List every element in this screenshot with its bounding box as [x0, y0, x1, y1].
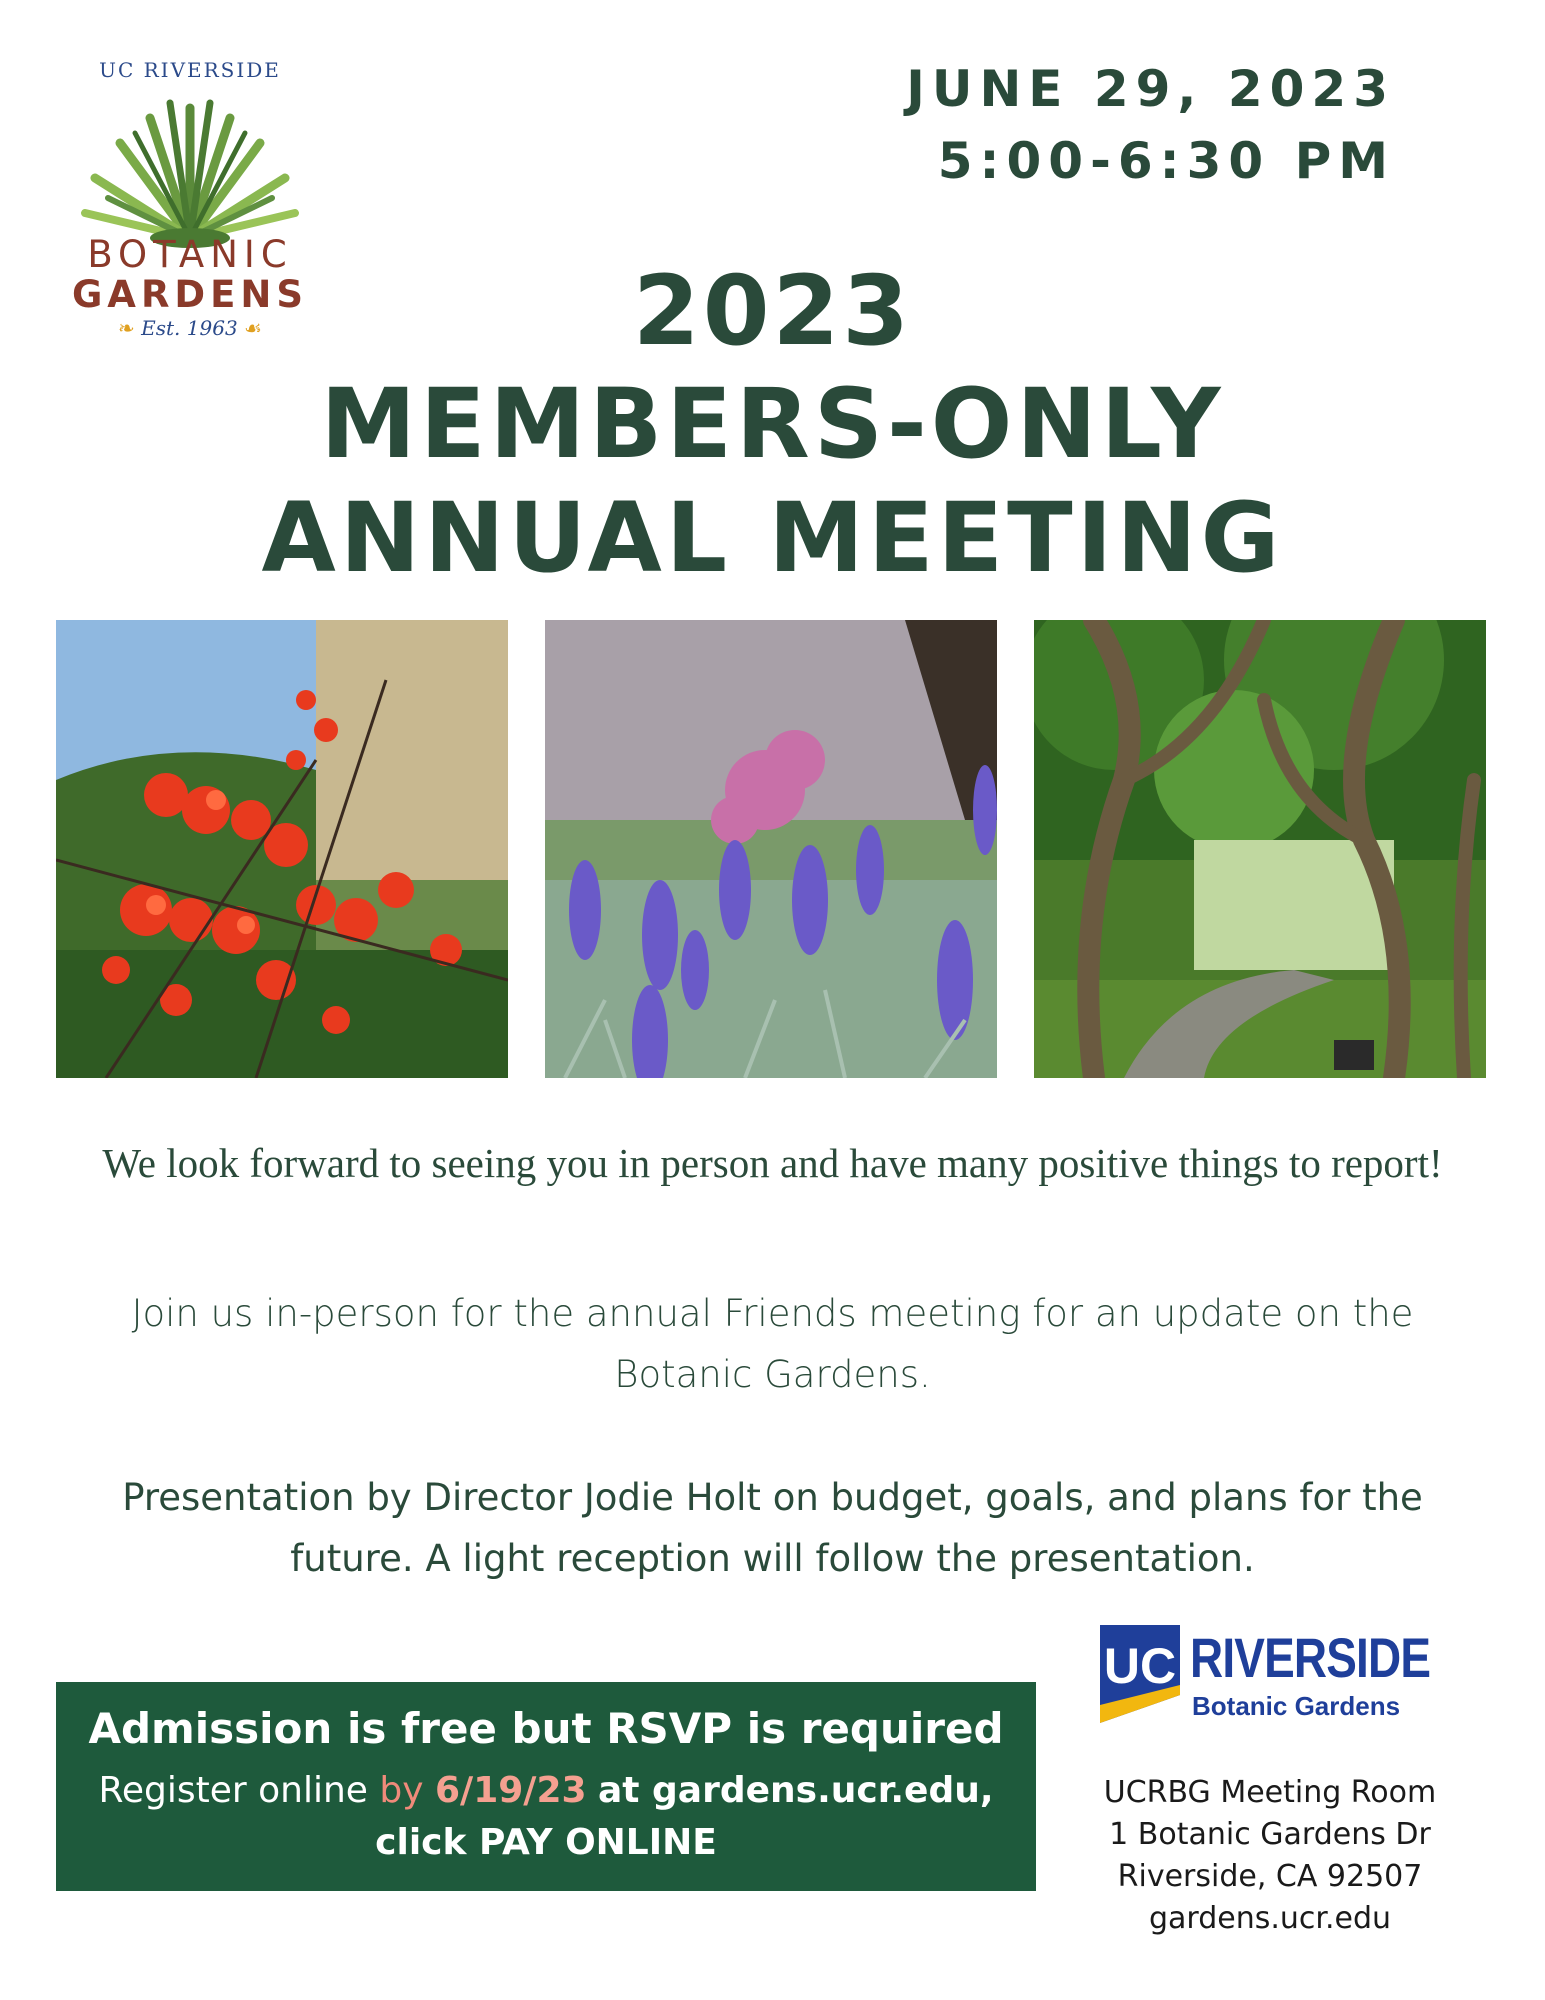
rsvp-register-line	[56, 1770, 1036, 1811]
garden-trees-path-photo	[1034, 620, 1486, 1078]
event-time: 5:00-6:30 PM	[937, 132, 1395, 190]
logo-gardens-text: GARDENS	[71, 273, 309, 316]
address-line-street: 1 Botanic Gardens Dr	[1109, 1817, 1431, 1852]
flourish-icon: ☙	[237, 316, 262, 340]
uc-shield-icon	[1100, 1625, 1180, 1723]
register-text: Register online	[98, 1770, 368, 1811]
rsvp-box	[56, 1682, 1036, 1891]
headline-members-only: MEMBERS-ONLY	[320, 368, 1225, 480]
address-line-room: UCRBG Meeting Room	[1103, 1775, 1437, 1810]
pay-online-instruction: click PAY ONLINE	[375, 1822, 717, 1863]
flourish-icon: ❧	[118, 316, 142, 340]
logo-uc-riverside-text: UC RIVERSIDE	[99, 58, 281, 82]
tagline-text: We look forward to seeing you in person and have many positive things to report!	[102, 1140, 1443, 1186]
event-date: JUNE 29, 2023	[906, 60, 1395, 118]
ucr-subtitle: Botanic Gardens	[1192, 1691, 1401, 1721]
rsvp-website-link[interactable]: at gardens.ucr.edu,	[598, 1770, 994, 1811]
purple-echium-spires-photo	[545, 620, 997, 1078]
uc-riverside-logo	[1100, 1625, 1431, 1735]
venue-address	[1060, 1772, 1480, 1940]
rsvp-heading: Admission is free but RSVP is required	[88, 1704, 1004, 1753]
by-text: by	[379, 1770, 424, 1811]
ucr-title: RIVERSIDE	[1190, 1626, 1431, 1689]
red-flowering-quince-photo	[56, 620, 508, 1078]
presentation-paragraph: Presentation by Director Jodie Holt on budget, goals, and plans for the future. A light reception will follow the presentation.	[122, 1476, 1423, 1580]
rsvp-deadline: 6/19/23	[435, 1770, 587, 1811]
logo-botanic-text: BOTANIC	[87, 233, 293, 276]
address-line-city: Riverside, CA 92507	[1117, 1859, 1423, 1894]
logo-est-value: Est. 1963	[141, 316, 238, 340]
uc-shield-text: UC	[1103, 1638, 1177, 1694]
agave-plant-icon	[80, 88, 300, 248]
intro-paragraph: Join us in-person for the annual Friends meeting for an update on the Botanic Gardens.	[131, 1292, 1414, 1396]
address-website-link[interactable]: gardens.ucr.edu	[1148, 1901, 1392, 1936]
headline-year: 2023	[632, 255, 913, 367]
headline-annual-meeting: ANNUAL MEETING	[261, 482, 1284, 594]
